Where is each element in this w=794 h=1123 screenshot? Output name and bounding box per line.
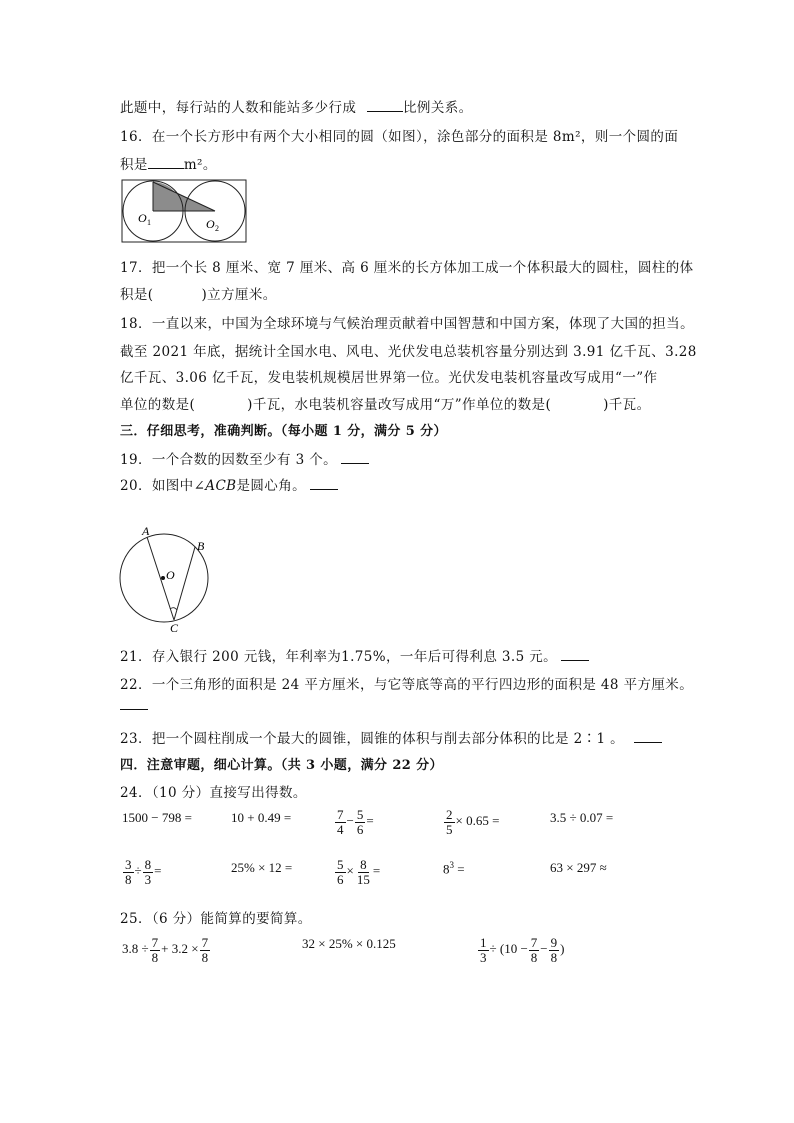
label-o: O <box>166 568 175 582</box>
label-o2: O <box>206 217 215 231</box>
calc-24-2: 10 + 0.49 = <box>231 810 292 825</box>
label-o2-sub: 2 <box>215 224 219 233</box>
rectangle-two-circles-figure <box>120 178 248 244</box>
shaded-arc-part <box>153 182 182 211</box>
calc-24-9: $8^3$ = <box>443 860 465 877</box>
answer-blank[interactable] <box>310 477 338 490</box>
calc-24-1: 1500 − 798 = <box>122 810 192 825</box>
answer-blank[interactable] <box>634 730 662 743</box>
calc-24-5: 3.5 ÷ 0.07 = <box>550 810 614 825</box>
calc-24-7: 25% × 12 = <box>231 860 293 875</box>
label-a: A <box>142 524 150 538</box>
question-16-line1: 16．在一个长方形中有两个大小相同的圆（如图），涂色部分的面积是 8m²，则一个圆的面 <box>120 129 679 145</box>
label-b: B <box>197 539 205 553</box>
calc-25-3: $\frac{1}{3}$ ÷ (10 − $\frac{7}{8}$ − $\frac{9}{8}$ ) <box>480 935 565 965</box>
question-23: 23．把一个圆柱削成一个最大的圆锥，圆锥的体积与削去部分体积的比是 2∶1 。 <box>120 727 662 747</box>
label-c: C <box>170 621 179 635</box>
label-o1-sub: 1 <box>147 218 151 227</box>
question-25: 25．（6 分）能简算的要简算。 <box>120 911 312 927</box>
q15-continuation: 此题中，每行站的人数和能站多少行成 比例关系。 <box>120 100 473 116</box>
question-21: 21．存入银行 200 元钱，年利率为1.75%，一年后可得利息 3.5 元。 <box>120 645 589 665</box>
question-24: 24．（10 分）直接写出得数。 <box>120 785 307 801</box>
question-22-blank-line <box>120 697 148 714</box>
calc-25-2: 32 × 25% × 0.125 <box>302 936 396 951</box>
question-18-line4: 单位的数是( )千瓦，水电装机容量改写成用“万”作单位的数是( )千瓦。 <box>120 397 651 413</box>
question-20: 20．如图中∠ACB是圆心角。 <box>120 474 338 494</box>
answer-blank[interactable] <box>120 697 148 710</box>
question-17-line2: 积是( )立方厘米。 <box>120 287 277 303</box>
question-18-line3: 亿千瓦、3.06 亿千瓦，发电装机规模居世界第一位。光伏发电装机容量改写成用“一”作 <box>120 370 658 386</box>
question-17-line1: 17．把一个长 8 厘米、宽 7 厘米、高 6 厘米的长方体加工成一个体积最大的圆柱，圆柱的体 <box>120 260 694 276</box>
calc-24-6: $\frac{3}{8}$ ÷ $\frac{8}{3}$ = <box>125 857 162 887</box>
circle-angle-figure <box>114 523 218 635</box>
label-o1: O <box>138 211 147 225</box>
question-19: 19．一个合数的因数至少有 3 个。 <box>120 448 369 468</box>
question-16-line2: 积是 m²。 <box>120 157 217 173</box>
calc-24-4: $\frac{2}{5}$ × 0.65 = <box>446 807 500 837</box>
question-22: 22．一个三角形的面积是 24 平方厘米，与它等底等高的平行四边形的面积是 48 平方厘米。 <box>120 677 694 693</box>
calc-25-1: 3.8 ÷ $\frac{7}{8}$ + 3.2 × $\frac{7}{8}$ <box>122 935 209 965</box>
answer-blank[interactable] <box>561 648 589 661</box>
center-dot <box>161 576 165 580</box>
answer-blank[interactable] <box>148 156 184 169</box>
calc-24-8: $\frac{5}{6}$ × $\frac{8}{15}$ = <box>337 857 381 887</box>
calc-24-3: $\frac{7}{4}$ − $\frac{5}{6}$ = <box>337 807 374 837</box>
section-3-title: 三．仔细思考，准确判断。（每小题 1 分，满分 5 分） <box>120 424 447 439</box>
section-4-title: 四．注意审题，细心计算。（共 3 小题，满分 22 分） <box>120 758 443 773</box>
question-18-line1: 18．一直以来，中国为全球环境与气候治理贡献着中国智慧和中国方案，体现了大国的担当。 <box>120 316 694 332</box>
answer-blank[interactable] <box>367 99 403 112</box>
question-18-line2: 截至 2021 年底，据统计全国水电、风电、光伏发电总装机容量分别达到 3.91 亿千瓦、3.28 <box>120 344 697 360</box>
chord-cb <box>174 547 195 620</box>
calc-24-10: 63 × 297 ≈ <box>550 860 607 875</box>
answer-blank[interactable] <box>341 451 369 464</box>
